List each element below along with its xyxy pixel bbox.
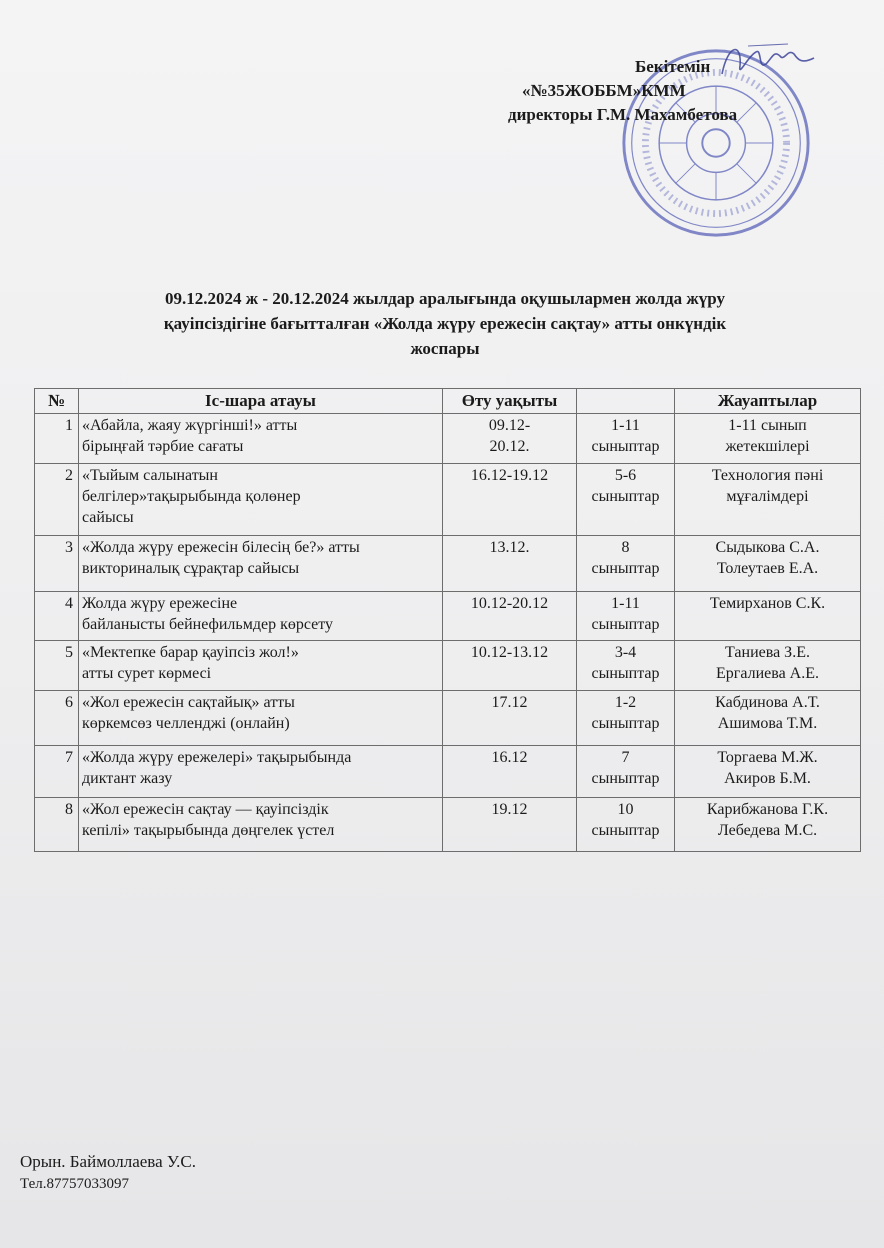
- cell-responsible-line: жетекшілері: [725, 438, 810, 455]
- cell-event-name-line: белгілер»тақырыбында қолөнер: [82, 488, 301, 505]
- cell-event-name: [79, 798, 443, 852]
- cell-grade: [577, 536, 675, 592]
- table-row: [35, 592, 861, 641]
- table-row: [35, 414, 861, 464]
- header-number: №: [35, 389, 79, 414]
- plan-table: [34, 388, 861, 852]
- cell-responsible-line: Таниева З.Е.: [725, 644, 810, 661]
- cell-date-line: 16.12-19.12: [470, 467, 549, 484]
- cell-grade-line: 5-6: [614, 467, 637, 484]
- cell-event-name-line: сайысы: [82, 509, 134, 526]
- cell-grade: [577, 746, 675, 798]
- cell-date: [443, 746, 577, 798]
- cell-number: [35, 536, 79, 592]
- header-date: Өту уақыты: [443, 389, 577, 414]
- cell-responsible-line: мұғалімдері: [726, 488, 809, 505]
- title-line-3: жоспары: [410, 339, 480, 358]
- cell-date: [443, 464, 577, 536]
- cell-grade-line: 10: [617, 801, 634, 818]
- cell-event-name-line: викториналық сұрақтар сайысы: [82, 560, 300, 577]
- cell-responsible-line: Технология пәні: [711, 467, 824, 484]
- cell-grade-line: сыныптар: [591, 560, 660, 577]
- cell-event-name-line: атты сурет көрмесі: [82, 665, 212, 682]
- approval-line-director: директоры Г.М. Махамбетова: [508, 105, 738, 124]
- cell-responsible-line: Торгаева М.Ж.: [717, 749, 818, 766]
- approval-line-approve: Бекітемін: [635, 57, 711, 76]
- footer: [20, 1151, 196, 1195]
- approval-block: [500, 55, 820, 127]
- cell-number: [35, 464, 79, 536]
- cell-responsible-line: 1-11 сынып: [728, 417, 807, 434]
- header-event-name: Іс-шара атауы: [79, 389, 443, 414]
- cell-date-line: 17.12: [491, 694, 528, 711]
- cell-grade-line: сыныптар: [591, 770, 660, 787]
- cell-responsible: [675, 536, 861, 592]
- cell-number-line: 4: [65, 595, 73, 612]
- cell-responsible-line: Кабдинова А.Т.: [715, 694, 820, 711]
- title-line-1: 09.12.2024 ж - 20.12.2024 жылдар аралығында оқушылармен жолда жүру: [165, 289, 725, 308]
- cell-responsible-line: Карибжанова Г.К.: [706, 801, 829, 818]
- cell-responsible-line: Ергалиева А.Е.: [716, 665, 819, 682]
- cell-responsible: [675, 746, 861, 798]
- cell-date-line: 16.12: [491, 749, 528, 766]
- cell-number: [35, 798, 79, 852]
- cell-number: [35, 641, 79, 691]
- cell-event-name-line: «Мектепке барар қауіпсіз жол!»: [82, 644, 299, 661]
- cell-event-name: [79, 746, 443, 798]
- cell-grade-line: 1-11: [611, 595, 640, 612]
- table-row: [35, 798, 861, 852]
- table-row: [35, 464, 861, 536]
- cell-event-name: [79, 464, 443, 536]
- cell-responsible-line: Ашимова Т.М.: [717, 715, 818, 732]
- cell-date-line: 10.12-13.12: [470, 644, 549, 661]
- cell-responsible-line: Лебедева М.С.: [717, 822, 818, 839]
- cell-responsible: [675, 641, 861, 691]
- document-title: [80, 286, 810, 361]
- cell-number-line: 3: [65, 539, 73, 556]
- cell-responsible-line: Толеутаев Е.А.: [716, 560, 819, 577]
- cell-responsible: [675, 691, 861, 746]
- cell-responsible: [675, 414, 861, 464]
- cell-responsible: [675, 464, 861, 536]
- cell-event-name: [79, 592, 443, 641]
- cell-grade: [577, 691, 675, 746]
- cell-date-line: 20.12.: [489, 438, 530, 455]
- cell-grade: [577, 641, 675, 691]
- cell-grade-line: 8: [621, 539, 630, 556]
- cell-date-line: 13.12.: [489, 539, 530, 556]
- cell-event-name: [79, 536, 443, 592]
- cell-number: [35, 414, 79, 464]
- cell-date: [443, 592, 577, 641]
- cell-number-line: 2: [65, 467, 73, 484]
- cell-grade-line: сыныптар: [591, 715, 660, 732]
- cell-responsible: [675, 592, 861, 641]
- cell-date: [443, 536, 577, 592]
- cell-grade-line: 7: [621, 749, 630, 766]
- cell-date: [443, 414, 577, 464]
- table-row: [35, 536, 861, 592]
- cell-grade-line: сыныптар: [591, 438, 660, 455]
- cell-grade-line: 1-11: [611, 417, 640, 434]
- cell-event-name-line: «Абайла, жаяу жүргінші!» атты: [82, 417, 298, 434]
- cell-date-line: 19.12: [491, 801, 528, 818]
- cell-grade-line: сыныптар: [591, 616, 660, 633]
- cell-responsible: [675, 798, 861, 852]
- cell-event-name: [79, 414, 443, 464]
- cell-number: [35, 592, 79, 641]
- cell-event-name-line: кепілі» тақырыбында дөңгелек үстел: [82, 822, 335, 839]
- executor-name: Орын. Баймоллаева У.С.: [20, 1152, 196, 1171]
- cell-responsible-line: Акиров Б.М.: [724, 770, 811, 787]
- cell-event-name-line: «Жолда жүру ережесін білесің бе?» атты: [82, 539, 360, 556]
- cell-date-line: 10.12-20.12: [470, 595, 549, 612]
- cell-responsible-line: Темирханов С.К.: [709, 595, 826, 612]
- table-header-row: [35, 389, 861, 414]
- cell-event-name-line: бірыңғай тәрбие сағаты: [82, 438, 244, 455]
- cell-number: [35, 691, 79, 746]
- header-responsible: Жауаптылар: [675, 389, 861, 414]
- cell-number: [35, 746, 79, 798]
- cell-event-name-line: «Жол ережесін сақтайық» атты: [82, 694, 295, 711]
- cell-event-name-line: «Тыйым салынатын: [82, 467, 218, 484]
- plan-table-body: [35, 414, 861, 852]
- cell-event-name-line: Жолда жүру ережесіне: [82, 595, 238, 612]
- cell-grade: [577, 414, 675, 464]
- cell-event-name-line: байланысты бейнефильмдер көрсету: [82, 616, 334, 633]
- cell-number-line: 8: [65, 801, 73, 818]
- cell-grade: [577, 592, 675, 641]
- cell-grade-line: сыныптар: [591, 665, 660, 682]
- cell-event-name-line: көркемсөз челленджі (онлайн): [82, 715, 290, 732]
- approval-line-school: «№35ЖОББМ»КММ: [522, 81, 686, 100]
- cell-event-name-line: «Жол ережесін сақтау — қауіпсіздік: [82, 801, 329, 818]
- cell-date: [443, 641, 577, 691]
- cell-responsible-line: Сыдыкова С.А.: [715, 539, 820, 556]
- cell-event-name-line: диктант жазу: [82, 770, 173, 787]
- executor-phone: Тел.87757033097: [20, 1176, 129, 1192]
- cell-date-line: 09.12-: [488, 417, 531, 434]
- cell-grade-line: сыныптар: [591, 822, 660, 839]
- title-line-2: қауіпсіздігіне бағытталған «Жолда жүру ережесін сақтау» атты онкүндік: [163, 314, 727, 333]
- table-row: [35, 746, 861, 798]
- cell-grade: [577, 798, 675, 852]
- cell-number-line: 6: [65, 694, 73, 711]
- cell-grade-line: сыныптар: [591, 488, 660, 505]
- cell-number-line: 5: [65, 644, 73, 661]
- cell-grade-line: 3-4: [614, 644, 637, 661]
- cell-number-line: 7: [65, 749, 73, 766]
- header-grade: [577, 389, 675, 414]
- table-row: [35, 691, 861, 746]
- cell-grade-line: 1-2: [614, 694, 637, 711]
- table-row: [35, 641, 861, 691]
- cell-grade: [577, 464, 675, 536]
- cell-event-name: [79, 641, 443, 691]
- cell-event-name-line: «Жолда жүру ережелері» тақырыбында: [82, 749, 352, 766]
- cell-number-line: 1: [65, 417, 73, 434]
- cell-date: [443, 798, 577, 852]
- cell-date: [443, 691, 577, 746]
- cell-event-name: [79, 691, 443, 746]
